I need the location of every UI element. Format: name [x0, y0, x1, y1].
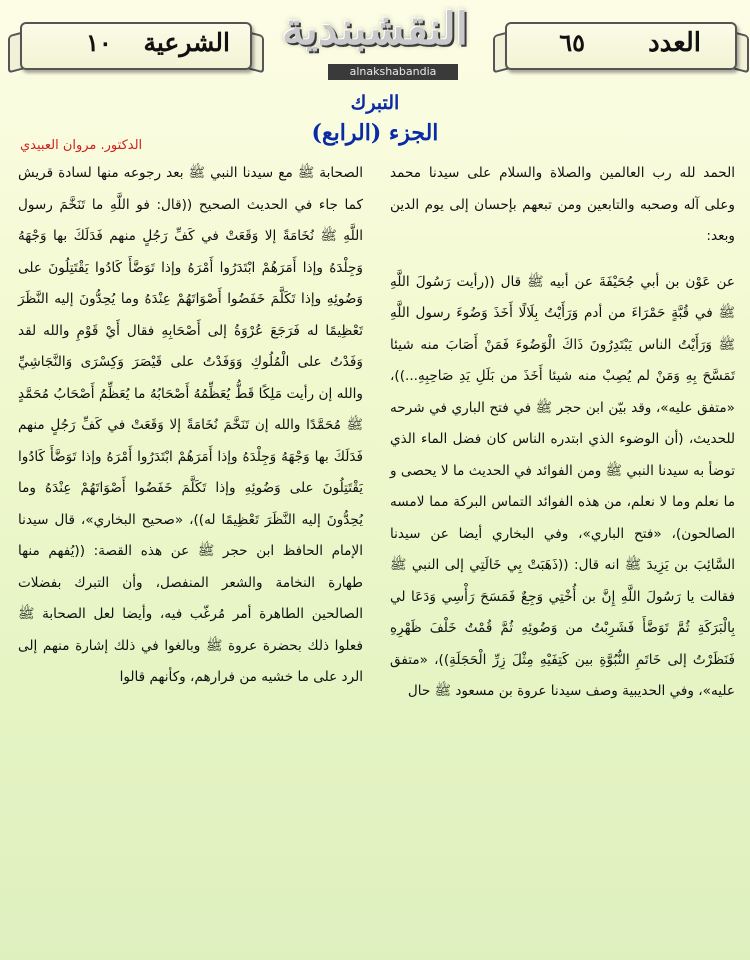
- paragraph: عن عَوْن بن أبي جُحَيْفَةَ عن أبيه ﷺ قال ((رأيت رَسُولَ اللَّهِ ﷺ في قُبَّةٍ حَمْرَاءَ من أدم وَرَأَيْتُ بِلَالًا أَخَذَ وَضُوءَ رسول اللَّهِ ﷺ وَرَأَيْتُ الناس يَبْتَدِرُونَ ذَاكَ الْوَضُوءَ فَمَنْ أَصَابَ منه شيئا تَمَسَّحَ بِهِ وَمَنْ لم يُصِبْ منه شيئا أَخَذَ من بَلَلِ يَدِ صَاحِبِهِ...))، «متفق عليه»، وقد بيّن ابن حجر ﷺ في فتح الباري في شرحه للحديث، (أن الوضوء الذي ابتدره الناس كان فضل الماء الذي توضأ به سيدنا النبي ﷺ ومن الفوائد في الحديث ما لا يحصى و ما نعلم وما لا نعلم، من هذه الفوائد التماس البركة مما لامسه الصالحون)، «فتح الباري»، وفي البخاري أيضا عن سيدنا السَّائِبَ بن يَزِيدَ ﷺ انه قال: ((ذَهَبَتْ بِي خَالَتِي إلى النبي ﷺ فقالت يا رَسُولَ اللَّهِ إِنَّ بن أُخْتِي وَجِعٌ فَمَسَحَ رَأْسِي وَدَعَا لي بِالْبَرَكَةِ ثُمَّ تَوَضَّأَ فَشَرِبْتُ من وَضُوئِهِ ثُمَّ قُمْتُ خَلْفَ ظَهْرِهِ فَنَظَرْتُ إلى خَاتَمِ النُّبُوَّةِ بين كَتِفَيْهِ مِثْلَ زِرِّ الْحَجَلَةِ))، «متفق عليه»، وفي الحديبية وصف سيدنا عروة بن مسعود ﷺ حال: [390, 273, 735, 699]
- page-header: [0, 0, 750, 90]
- article-title: التبرك: [350, 92, 400, 114]
- issue-number: ٦٥: [559, 28, 585, 57]
- section-banner: [20, 22, 252, 70]
- article-subtitle: الجزء (الرابع): [311, 120, 439, 146]
- paragraph: الصحابة ﷺ مع سيدنا النبي ﷺ بعد رجوعه منها لسادة قريش كما جاء في الحديث الصحيح ((قال: فو اللَّهِ ما تَنَخَّمَ رسول اللَّهِ ﷺ نُخَامَةً إلا وَقَعَتْ في كَفِّ رَجُلٍ منهم فَدَلَكَ بها وَجْهَهُ وَجِلْدَهُ وإذا أَمَرَهُمْ ابْتَدَرُوا أَمْرَهُ وإذا تَوَضَّأَ كَادُوا يَقْتَتِلُونَ على وَضُوئِهِ وإذا تَكَلَّمَ خَفَضُوا أَصْوَاتَهُمْ عِنْدَهُ وما يُحِدُّونَ إليه النَّظَرَ تَعْظِيمًا له فَرَجَعَ عُرْوَةُ إلى أَصْحَابِهِ فقال أَيْ قَوْمِ والله لقد وَفَدْتُ على الْمُلُوكِ وَوَفَدْتُ على قَيْصَرَ وَكِسْرَى وَالنَّجَاشِيِّ والله إن رأيت مَلِكًا قَطُّ يُعَظِّمُهُ أَصْحَابُهُ ما يُعَظِّمُ أَصْحَابُ مُحَمَّدٍ ﷺ مُحَمَّدًا والله إن تَنَخَّمَ نُخَامَةً إلا وَقَعَتْ في كَفِّ رَجُلٍ منهم فَدَلَكَ بها وَجْهَهُ وَجِلْدَهُ وإذا أَمَرَهُمْ ابْتَدَرُوا أَمْرَهُ وإذا تَوَضَّأَ كَادُوا يَقْتَتِلُونَ على وَضُوئِهِ وإذا تَكَلَّمَ خَفَضُوا أَصْوَاتَهُمْ عِنْدَهُ وما يُحِدُّونَ إليه النَّظَرَ تَعْظِيمًا له))، «صحيح البخاري»، قال سيدنا الإمام الحافظ ابن حجر ﷺ عن هذه القصة: ((يُفهم منها طهارة النخامة والشعر المنفصل، وأن التبرك بفضلات الصالحين الطاهرة أمر مُرغّب فيه، وأيضا لعل الصحابة ﷺ فعلوا ذلك بحضرة عروة ﷺ وبالغوا في ذلك إشارة منهم إلى الرد على ما خشيه من فرارهم، وكأنهم قالوا: [18, 165, 363, 685]
- column-right: [390, 158, 735, 708]
- issue-banner: [505, 22, 737, 70]
- page-number: ١٠: [86, 28, 112, 57]
- magazine-logo: [270, 2, 480, 84]
- issue-label: العدد: [648, 28, 701, 58]
- section-label: الشرعية: [143, 28, 230, 57]
- article-author: الدكتور. مروان العبيدي: [20, 138, 143, 153]
- logo-title: النقشبندية: [282, 4, 468, 55]
- column-left: [18, 158, 363, 694]
- logo-subtitle: alnakshabandia: [328, 64, 458, 80]
- paragraph: الحمد لله رب العالمين والصلاة والسلام على سيدنا محمد وعلى آله وصحبه والتابعين ومن تبعهم بإحسان إلى يوم الدين وبعد:: [390, 165, 735, 244]
